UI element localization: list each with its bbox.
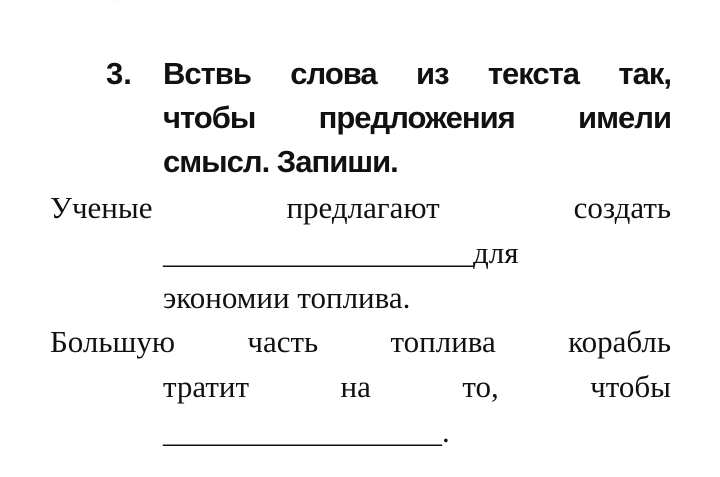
- task-word: слова: [290, 56, 377, 91]
- sentence-word: предлагают: [286, 190, 440, 225]
- answer-blank-1[interactable]: ____________________: [163, 235, 473, 270]
- sentence-word: то,: [462, 369, 499, 404]
- sentence-word: корабль: [568, 324, 671, 359]
- task-word: из: [416, 56, 449, 91]
- task-line-1: [163, 52, 671, 96]
- task-word: имели: [578, 100, 671, 135]
- task-line-2: [163, 96, 671, 140]
- answer-blank-2[interactable]: __________________.: [163, 414, 450, 449]
- task-word: так,: [618, 56, 671, 91]
- task-number: 3.: [106, 56, 132, 91]
- sentence-1-line-3: экономии топлива.: [163, 280, 411, 315]
- sentence-word: для: [473, 235, 519, 270]
- stray-mark: [112, 0, 120, 4]
- sentence-word: на: [340, 369, 371, 404]
- sentence-1-line-1: [50, 186, 671, 230]
- sentence-2-line-1: [50, 320, 671, 364]
- sentence-word: создать: [573, 190, 671, 225]
- sentence-word: Ученые: [50, 190, 153, 225]
- sentence-word: Большую: [50, 324, 176, 359]
- sentence-word: часть: [247, 324, 319, 359]
- task-line-3: смысл. Запиши.: [163, 144, 398, 179]
- sentence-word: тратит: [163, 369, 250, 404]
- sentence-2-line-2: [163, 365, 671, 409]
- task-word: текста: [487, 56, 580, 91]
- task-word: чтобы: [163, 100, 256, 135]
- task-word: Вствь: [163, 56, 251, 91]
- sentence-word: топлива: [390, 324, 496, 359]
- task-word: предложения: [318, 100, 515, 135]
- sentence-1-line-2: [163, 231, 519, 275]
- sentence-word: чтобы: [590, 369, 671, 404]
